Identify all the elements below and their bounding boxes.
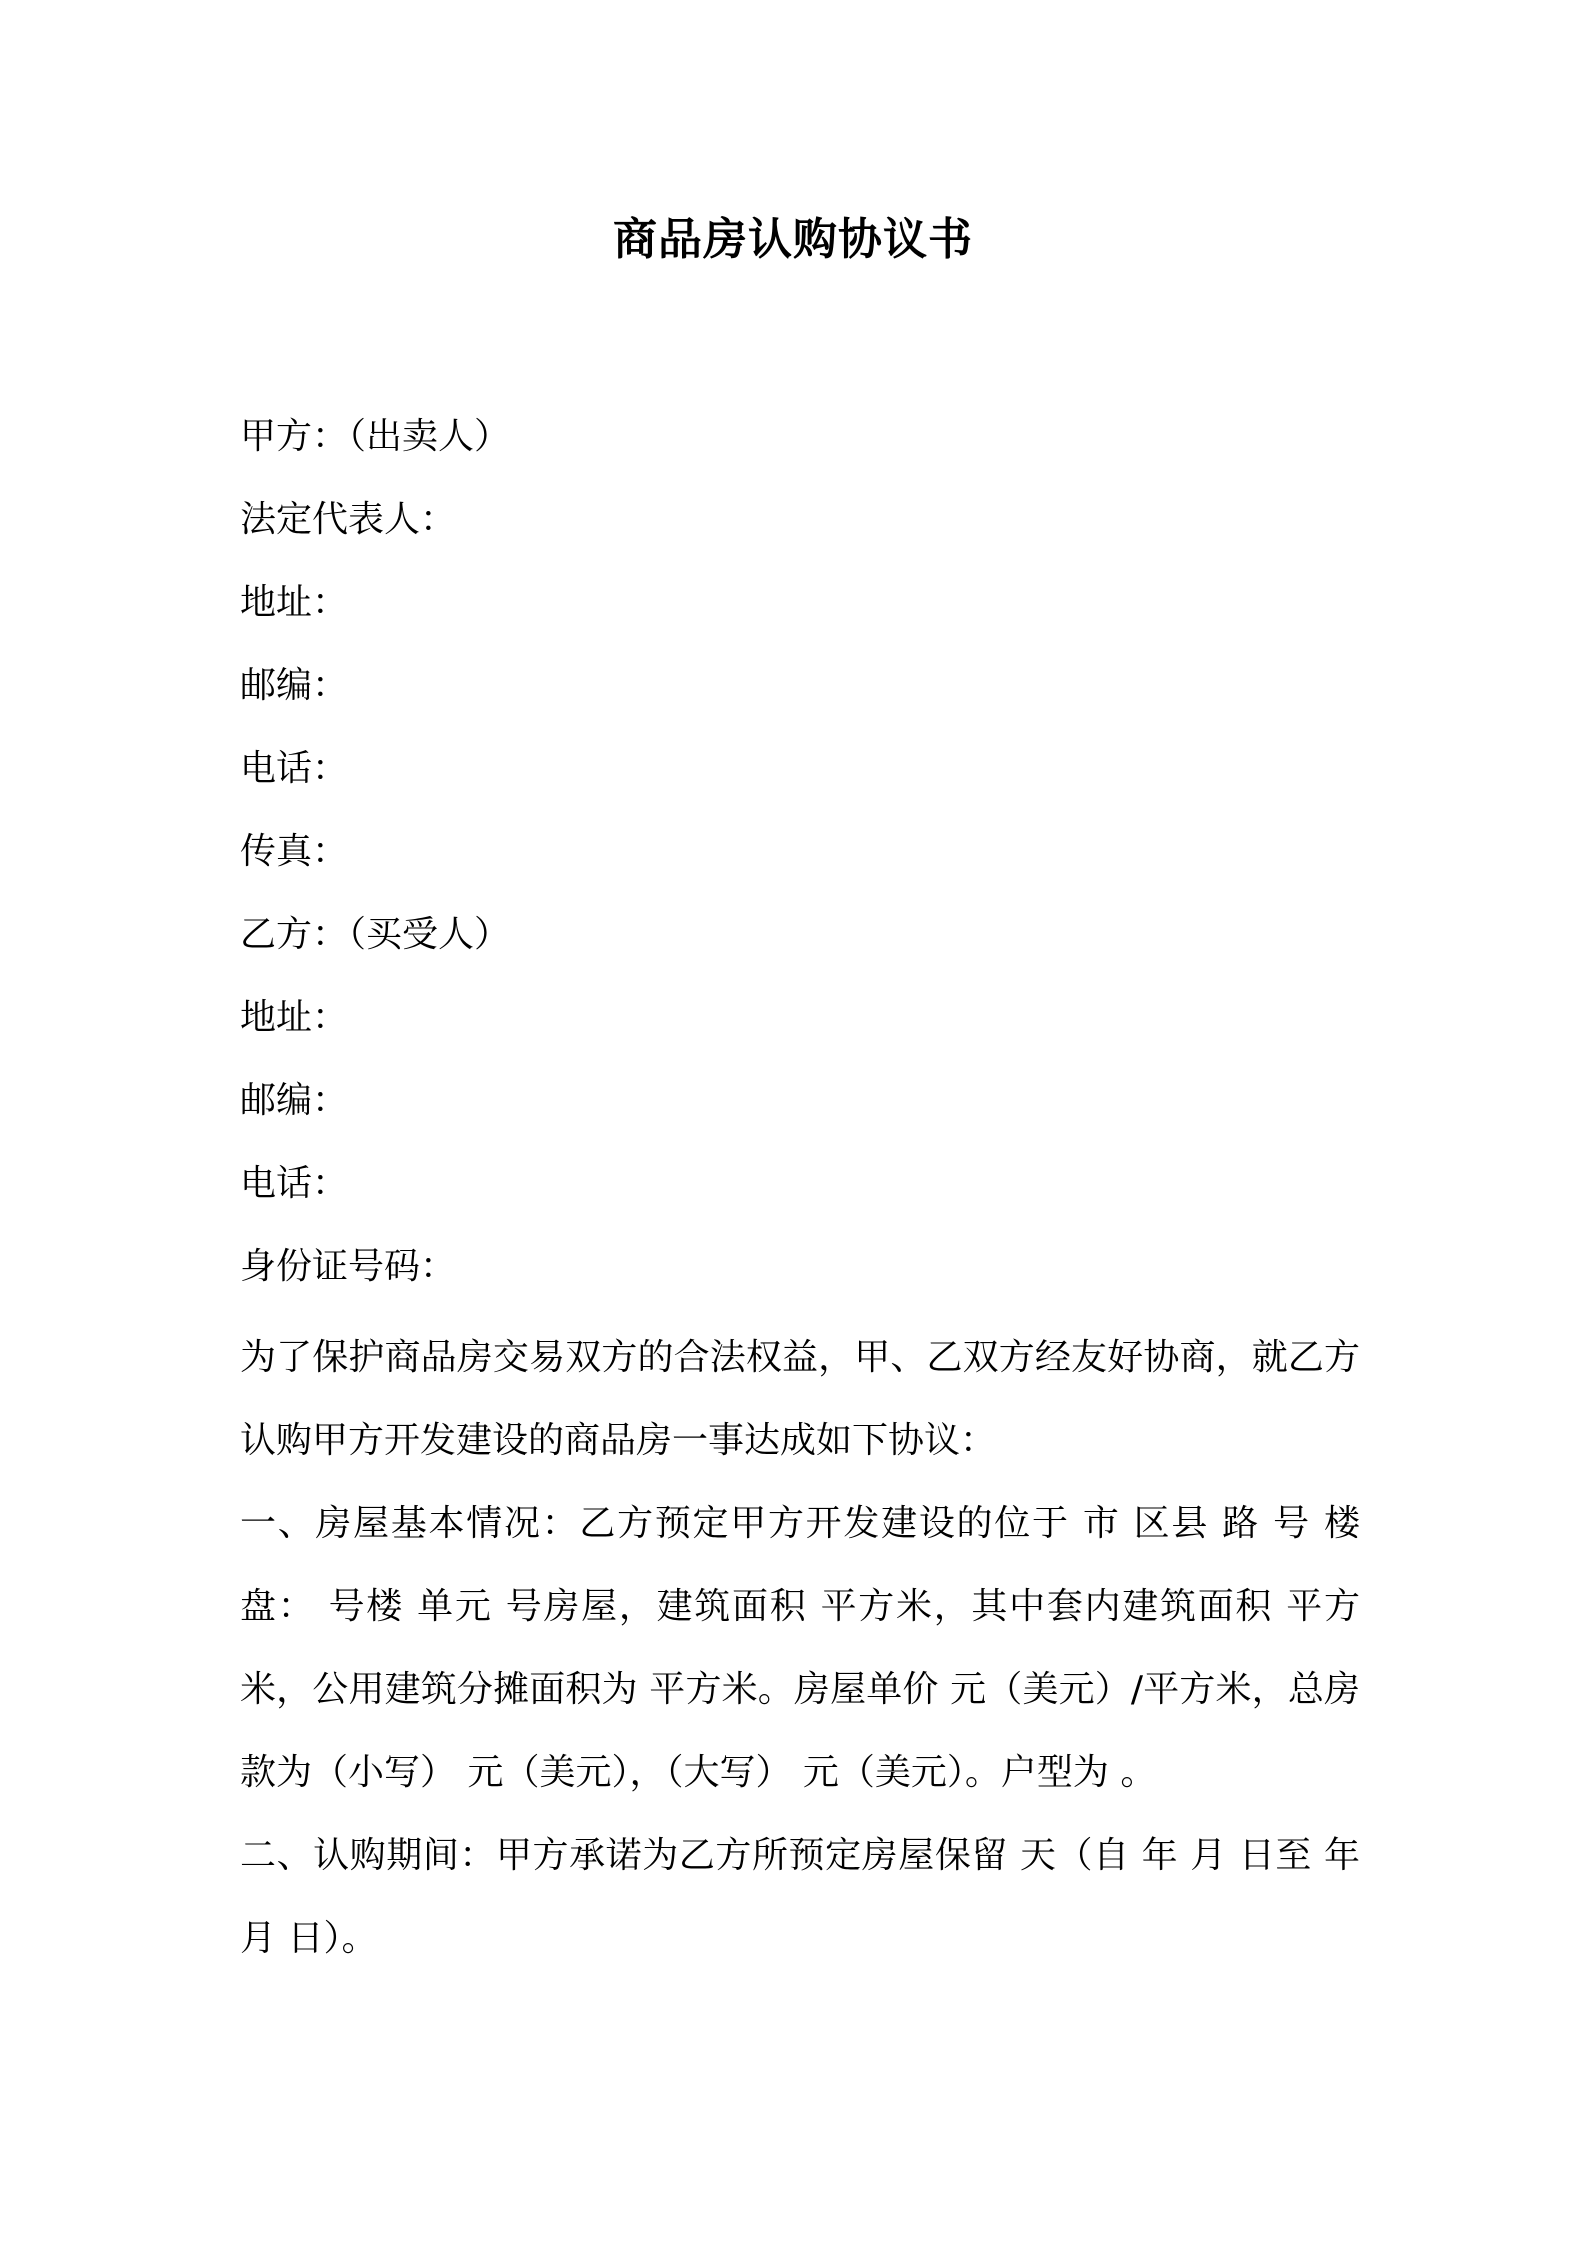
party-b-id-number: 身份证号码：: [240, 1246, 457, 1287]
party-b-header: 乙方：（买受人）: [240, 914, 511, 955]
party-a-legal-rep: 法定代表人：: [240, 499, 457, 540]
party-a-fax: 传真：: [240, 831, 349, 872]
preamble-paragraph: 为了保护商品房交易双方的合法权益，甲、乙双方经友好协商，就乙方认购甲方开发建设的商品房一事达成如下协议：: [240, 1337, 1360, 1461]
clause-2-paragraph: 二、认购期间：甲方承诺为乙方所预定房屋保留 天（自 年 月 日至 年 月 日）。: [240, 1835, 1360, 1959]
party-b-postcode: 邮编：: [240, 1080, 349, 1121]
party-a-header: 甲方：（出卖人）: [240, 416, 511, 457]
party-b-address: 地址：: [240, 997, 349, 1038]
party-b-phone: 电话：: [240, 1163, 349, 1204]
party-a-postcode: 邮编：: [240, 665, 349, 706]
document-title: 商品房认购协议书: [613, 214, 973, 265]
party-a-address: 地址：: [240, 582, 349, 623]
clause-1-paragraph: 一、房屋基本情况：乙方预定甲方开发建设的位于 市 区县 路 号 楼盘： 号楼 单元 号房屋，建筑面积 平方米，其中套内建筑面积 平方米，公用建筑分摊面积为 平方米。房屋单价 元（美元）/平方米，总房款为（小写） 元（美元），（大写） 元（美元）。户型为 。: [240, 1503, 1360, 1793]
party-a-phone: 电话：: [240, 748, 349, 789]
